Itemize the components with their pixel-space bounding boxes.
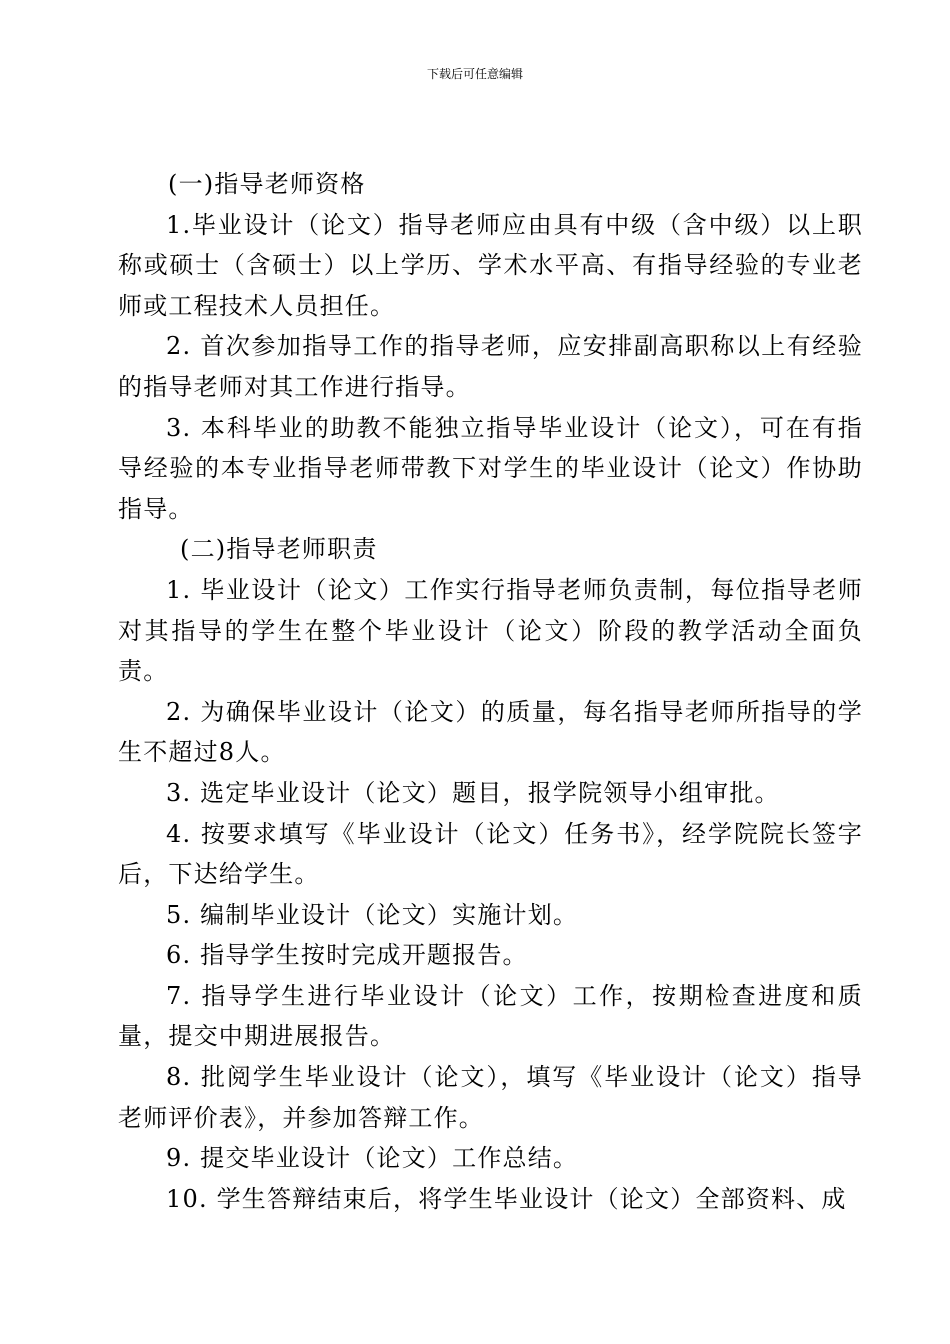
section-heading-qualifications: (一)指导老师资格 — [168, 170, 366, 198]
paragraph-duty-6: 6. 指导学生按时完成开题报告。 — [166, 941, 528, 970]
paragraph-duty-5: 5. 编制毕业设计（论文）实施计划。 — [166, 900, 579, 929]
paragraph-duty-9: 9. 提交毕业设计（论文）工作总结。 — [166, 1144, 579, 1173]
paragraph-duty-1: 1. 毕业设计（论文）工作实行指导老师负责制，每位指导老师对其指导的学生在整个毕业设计（论文）阶段的教学活动全面负责。 — [118, 575, 863, 686]
paragraph-duty-2: 2. 为确保毕业设计（论文）的质量，每名指导老师所指导的学生不超过8人。 — [118, 697, 863, 767]
paragraph-duty-7: 7. 指导学生进行毕业设计（论文）工作，按期检查进度和质量，提交中期进展报告。 — [118, 981, 863, 1051]
section-heading-duties: (二)指导老师职责 — [180, 535, 378, 564]
paragraph-duty-10: 10. 学生答辩结束后，将学生毕业设计（论文）全部资料、成 — [166, 1184, 847, 1213]
paragraph-qualification-2: 2. 首次参加指导工作的指导老师，应安排副高职称以上有经验的指导老师对其工作进行指导。 — [118, 332, 863, 401]
paragraph-duty-8: 8. 批阅学生毕业设计（论文），填写《毕业设计（论文）指导老师评价表》，并参加答辩工作。 — [118, 1063, 863, 1132]
paragraph-qualification-3: 3. 本科毕业的助教不能独立指导毕业设计（论文），可在有指导经验的本专业指导老师带教下对学生的毕业设计（论文）作协助指导。 — [118, 413, 863, 523]
paragraph-duty-3: 3. 选定毕业设计（论文）题目，报学院领导小组审批。 — [166, 778, 780, 807]
paragraph-qualification-1: 1.毕业设计（论文）指导老师应由具有中级（含中级）以上职称或硕士（含硕士）以上学历、学术水平高、有指导经验的专业老师或工程技术人员担任。 — [118, 210, 863, 320]
page-header-note: 下载后可任意编辑 — [426, 67, 523, 81]
document-body — [118, 164, 863, 1219]
paragraph-duty-4: 4. 按要求填写《毕业设计（论文）任务书》，经学院院长签字后，下达给学生。 — [118, 819, 863, 889]
